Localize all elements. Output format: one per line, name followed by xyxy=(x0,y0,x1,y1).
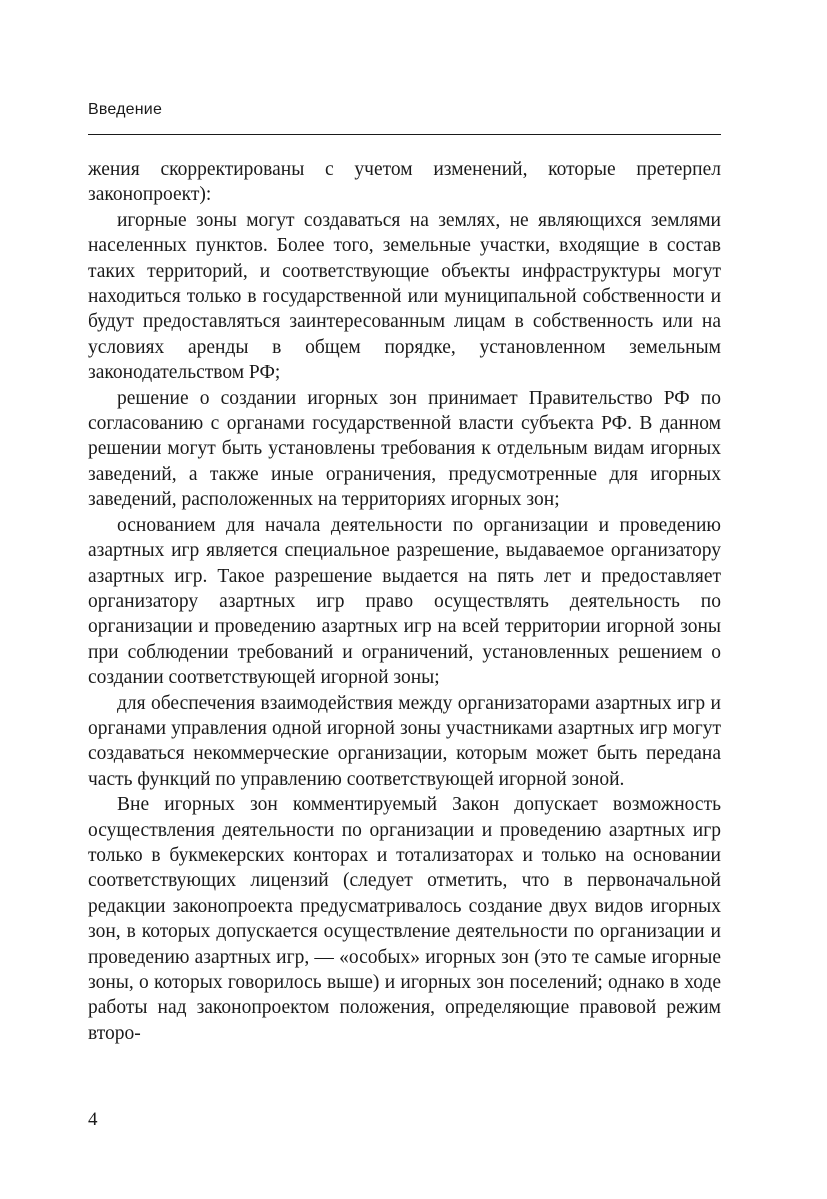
running-head-title: Введение xyxy=(88,101,163,118)
paragraph-2: решение о создании игорных зон принимает Правительство РФ по согласованию с органами государственной власти субъекта РФ. В данном решении могут быть установлены требования к отдельным видам игорных заведений, а также иные ограничения, предусмотренные для игорных заведений, расположенных на территориях игорных зон; xyxy=(88,387,721,511)
paragraph-1: игорные зоны могут создаваться на землях, не являющихся землями населенных пунктов. Более того, земельные участки, входящие в состав таких территорий, и соответствующие объекты инфраструктуры могут находиться только в государственной или муниципальной собственности и будут предоставляться заинтересованным лицам в собственность или на условиях аренды в общем порядке, установленном земельным законодательством РФ; xyxy=(88,209,721,384)
paragraph-5: Вне игорных зон комментируемый Закон допускает возможность осуществления деятельности по организации и проведению азартных игр только в букмекерских конторах и тотализаторах и только на основании соответствующих лицензий (следует отметить, что в первоначальной редакции законопроекта предусматривалось создание двух видов игорных зон, в которых допускается осуществление деятельности по организации и проведению азартных игр, — «особых» игорных зон (это те самые игорные зоны, о которых говорилось выше) и игорных зон поселений; однако в ходе работы над законопроектом положения, определяющие правовой режим второ- xyxy=(88,794,721,1044)
paragraph-3: основанием для начала деятельности по организации и проведению азартных игр является специальное разрешение, выдаваемое организатору азартных игр. Такое разрешение выдается на пять лет и предоставляет организатору азартных игр право осуществлять деятельность по организации и проведению азартных игр на всей территории игорной зоны при соблюдении требований и ограничений, установленных решением о создании соответствующей игорной зоны; xyxy=(88,514,721,689)
paragraph-0: жения скорректированы с учетом изменений, которые претерпел законопроект): xyxy=(88,159,721,206)
header-divider xyxy=(88,134,721,135)
page-number: 4 xyxy=(88,1109,98,1130)
body-text xyxy=(88,157,721,1046)
paragraph-4: для обеспечения взаимодействия между организаторами азартных игр и органами управления одной игорной зоны участниками азартных игр могут создаваться некоммерческие организации, которым может быть передана часть функций по управлению соответствующей игорной зоной. xyxy=(88,692,721,790)
